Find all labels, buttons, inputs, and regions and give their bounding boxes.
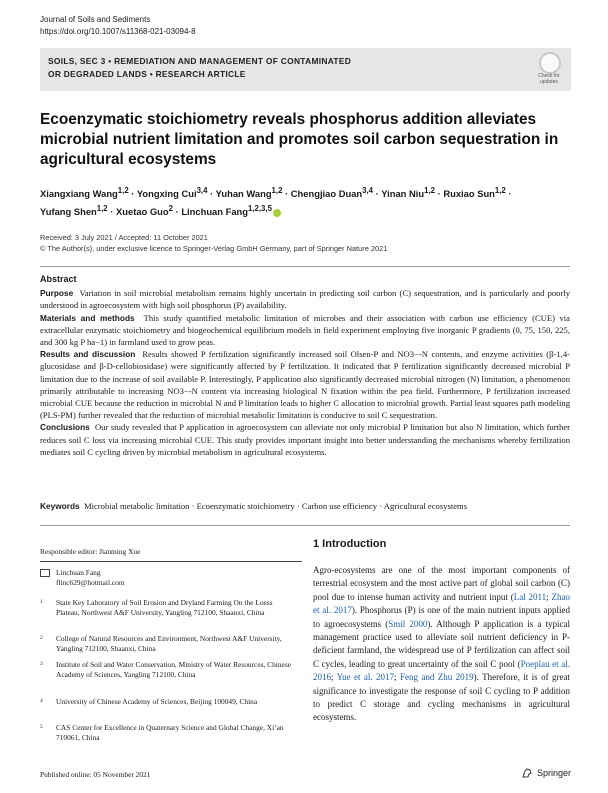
check-for-updates-label: Check for updates	[538, 73, 560, 85]
article-category	[48, 55, 351, 81]
author-line-1: Xiangxiang Wang$^{1,2}$ · Yongxing Cui$^{3,4}$ · Yuhan Wang$^{1,2}$ · Chengjiao Duan$^{3,4}$ · Yinan Niu$^{1,2}$ · Ruxiao Sun$^{1,2}$ ·	[40, 186, 512, 200]
article-category-banner	[40, 48, 571, 91]
article-category-line-1: SOILS, SEC 3 • REMEDIATION AND MANAGEMENT OF CONTAMINATED	[48, 56, 352, 66]
abstract-heading: Abstract	[40, 274, 77, 284]
section-heading: 1 Introduction	[313, 538, 387, 550]
citation-link[interactable]: Lal 2011	[513, 591, 547, 602]
author-line-2: Yufang Shen$^{1,2}$ · Xuetao Guo$^2$ · Linchuan Fang$^{1,2,3,5}$	[40, 201, 570, 219]
abstract	[40, 273, 570, 458]
journal-name: Journal of Soils and Sediments	[40, 15, 151, 24]
introduction-paragraph: Agro-ecosystems are one of the most important components of terrestrial ecosystem and the most active part of global soil carbon (C) pool due to intense human activity and nutrient input (Lal 2011; Zhao et al. 2017). Phosphorus (P) is one of the main nutrient inputs applied to agroecosystems (Smil 2000). Although P application is a typical management practice used to alleviate soil nutrient deficiency in P-deficient farmland, the widespread use of P fertilization can affect soil C cycles, leading to great uncertainty of the soil C pool (Poeplau et al. 2016; Yue et al. 2017; Feng and Zhu 2019). Therefore, it is of great significance to investigate the response of soil C cycling to P addition to predict C storage and cycling mechanisms in agricultural ecosystems.	[313, 565, 571, 723]
keywords	[40, 500, 467, 512]
keywords-text: Microbial metabolic limitation · Ecoenzymatic stoichiometry · Carbon use efficiency · Agricultural ecosystems	[83, 501, 468, 511]
abstract-results: Results and discussion Results showed P fertilization significantly increased soil Olsen-P and NO3−-N contents, and enzyme activities (β-1,4-glucosidase and β-D-cellobiosidase) were significantly affected by P fertilization. It indicated that P fertilization significantly decreased microbial P limitation due to the increase of soil available P. Interestingly, P application also significantly decreased microbial nitrogen (N) limitation, a phenomenon primarily attributable to increasing NO3−-N content via increasing biological N fixation within the pea field. Furthermore, P fertilization increased microbial CUE because the reduction in microbial N and P limitation leads to higher C allocation to microbial growth. Partial least squares path modeling (PLS-PM) further revealed that the reduction of microbial metabolic limitation is conducive to soil C sequestration.	[40, 349, 571, 421]
published-date: Published online: 05 November 2021	[40, 770, 151, 779]
copyright: © The Author(s), under exclusive licence to Springer-Verlag GmbH Germany, part of Springer Nature 2021	[40, 243, 388, 253]
envelope-icon	[40, 569, 50, 577]
citation-link[interactable]: Zhao et al. 2017	[313, 591, 570, 616]
springer-logo	[521, 767, 571, 779]
orcid-icon[interactable]	[273, 209, 281, 217]
article-title: Ecoenzymatic stoichiometry reveals phosphorus addition alleviates microbial nutrient limitation and promotes soil carbon sequestration in agricultural ecosystems	[40, 111, 559, 168]
corresponding-author-name: Linchuan Fang	[56, 568, 101, 577]
divider	[40, 561, 302, 562]
article-category-line-2: OR DEGRADED LANDS • RESEARCH ARTICLE	[48, 69, 246, 79]
abstract-conclusions: Conclusions Our study revealed that P application in agroecosystem can alleviate not only microbial P limitation but also N limitation, which further reduces soil C loss via increasing microbial CUE. This study provides important insight into better understanding the mechanisms whereby fertilization mediates soil C cycling driven by microbial metabolism in agricultural ecosystems.	[40, 422, 571, 457]
divider	[40, 266, 570, 267]
citation-link[interactable]: Feng and Zhu 2019	[399, 672, 474, 683]
citation-link[interactable]: Yue et al. 2017	[336, 672, 395, 683]
publisher-name: Springer	[537, 768, 572, 778]
check-for-updates-icon	[539, 52, 561, 74]
journal-header	[40, 14, 196, 38]
citation-link[interactable]: Poeplau et al. 2016	[313, 658, 570, 683]
springer-horse-icon	[521, 767, 533, 779]
keywords-label: Keywords	[40, 501, 80, 511]
citation-link[interactable]: Smil 2000	[388, 618, 428, 629]
article-dates	[40, 233, 387, 254]
responsible-editor: Responsible editor: Jianming Xue	[40, 547, 141, 556]
divider	[40, 525, 570, 526]
corresponding-author-email[interactable]: flinc629@hotmail.com	[56, 578, 125, 587]
received-accepted: Received: 3 July 2021 / Accepted: 11 October 2021	[40, 233, 208, 242]
author-list	[40, 183, 570, 219]
check-for-updates-badge[interactable]	[531, 52, 567, 88]
abstract-purpose: Purpose Variation in soil microbial metabolism remains highly uncertain in predicting soil carbon (C) sequestration, and is particularly and poorly understood in agroecosystem with high soil phosphorus (P) availability.	[40, 288, 571, 311]
doi-link[interactable]: https://doi.org/10.1007/s11368-021-03094-8	[40, 27, 196, 36]
abstract-methods: Materials and methods This study quantified metabolic limitation of microbes and their association with carbon use efficiency (CUE) via extracellular enzymatic stoichiometry and biogeochemical equilibrium models in field experiment employing five inorganic P gradients (0, 75, 150, 225, and 300 kg P ha−1) in farmland used to grow peas.	[40, 312, 570, 348]
